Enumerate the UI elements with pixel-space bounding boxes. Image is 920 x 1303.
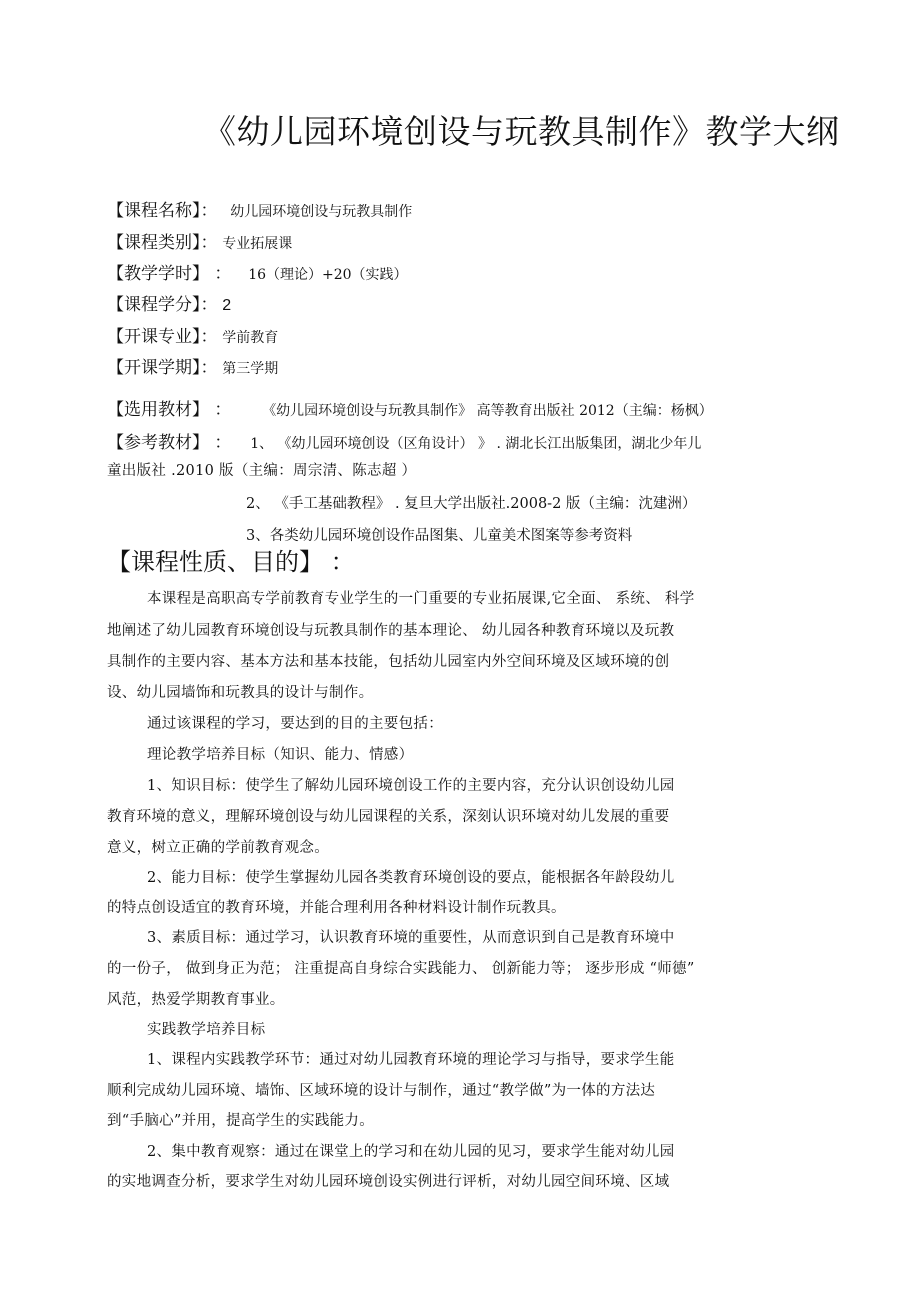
paragraph-line: 通过该课程的学习，要达到的目的主要包括： xyxy=(147,716,443,732)
paragraph-line: 本课程是高职高专学前教育专业学生的一门重要的专业拓展课,它全面、 系统、 科学 xyxy=(147,591,695,607)
field-major xyxy=(107,322,278,347)
paragraph-line: 地阐述了幼儿园教育环境创设与玩教具制作的基本理论、 幼儿园各种教育环境以及玩教 xyxy=(107,623,675,639)
field-credits xyxy=(107,290,231,315)
reference-continuation: 童出版社 .2010 版（主编：周宗清、陈志超 ） xyxy=(107,463,417,479)
paragraph-line: 的实地调查分析，要求学生对幼儿园环境创设实例进行评析，对幼儿园空间环境、区域 xyxy=(107,1174,670,1190)
field-label: 【教学学时】 ： xyxy=(107,264,232,284)
field-semester xyxy=(107,353,278,378)
field-label: 【课程类别】： xyxy=(107,233,218,253)
field-teaching-hours xyxy=(107,259,408,284)
field-value: 专业拓展课 xyxy=(222,236,293,252)
field-course-type xyxy=(107,228,292,253)
paragraph-line: 设、幼儿园墙饰和玩教具的设计与制作。 xyxy=(107,685,374,701)
document-title: 《幼儿园环境创设与玩教具制作》教学大纲 xyxy=(203,112,840,151)
paragraph-line: 2、能力目标：使学生掌握幼儿园各类教育环境创设的要点，能根据各年龄段幼儿 xyxy=(147,870,675,886)
paragraph-line: 2、集中教育观察：通过在课堂上的学习和在幼儿园的见习，要求学生能对幼儿园 xyxy=(147,1144,675,1160)
field-label: 【选用教材】 ： xyxy=(107,400,232,420)
paragraph-line: 具制作的主要内容、基本方法和基本技能，包括幼儿园室内外空间环境及区域环境的创 xyxy=(107,654,670,670)
field-reference xyxy=(107,428,701,453)
reference-item-2: 2、 《手工基础教程》 . 复旦大学出版社.2008-2 版（主编：沈建洲） xyxy=(246,496,697,512)
field-value: 第三学期 xyxy=(222,361,279,377)
paragraph-line: 到“手脑心”并用，提高学生的实践能力。 xyxy=(107,1113,375,1129)
field-value: 学前教育 xyxy=(222,330,279,346)
reference-item-3: 3、各类幼儿园环境创设作品图集、儿童美术图案等参考资料 xyxy=(246,528,633,544)
paragraph-line: 实践教学培养目标 xyxy=(147,1022,266,1038)
field-label: 【参考教材】 ： xyxy=(107,433,232,453)
paragraph-line: 的特点创设适宜的教育环境，并能合理利用各种材料设计制作玩教具。 xyxy=(107,900,566,916)
field-textbook xyxy=(107,395,713,420)
paragraph-line: 意义，树立正确的学前教育观念。 xyxy=(107,840,329,856)
field-label: 【开课学期】： xyxy=(107,358,218,378)
section-heading: 【课程性质、目的】 ： xyxy=(107,548,355,576)
field-value: 16（理论）+20（实践） xyxy=(248,267,408,283)
field-value: 1、 《幼儿园环境创设（区角设计） 》 . 湖北长江出版集团，湖北少年儿 xyxy=(250,436,702,452)
paragraph-line: 顺利完成幼儿园环境、墙饰、区域环境的设计与制作，通过“教学做”为一体的方法达 xyxy=(107,1083,656,1099)
field-label: 【课程学分】： xyxy=(107,295,218,315)
paragraph-line: 教育环境的意义，理解环境创设与幼儿园课程的关系，深刻认识环境对幼儿发展的重要 xyxy=(107,809,670,825)
paragraph-line: 1、课程内实践教学环节：通过对幼儿园教育环境的理论学习与指导，要求学生能 xyxy=(147,1052,675,1068)
paragraph-line: 1、知识目标：使学生了解幼儿园环境创设工作的主要内容，充分认识创设幼儿园 xyxy=(147,778,675,794)
field-label: 【课程名称】： xyxy=(107,201,218,221)
paragraph-line: 3、素质目标：通过学习，认识教育环境的重要性，从而意识到自己是教育环境中 xyxy=(147,930,675,946)
field-course-name xyxy=(107,196,412,221)
paragraph-line: 的一份子， 做到身正为范； 注重提高自身综合实践能力、 创新能力等； 逐步形成 “师德” xyxy=(107,961,695,977)
paragraph-line: 理论教学培养目标（知识、能力、情感） xyxy=(147,747,414,763)
field-value: 《幼儿园环境创设与玩教具制作》 高等教育出版社 2012（主编：杨枫） xyxy=(262,403,713,419)
field-value: 幼儿园环境创设与玩教具制作 xyxy=(230,204,413,220)
field-label: 【开课专业】： xyxy=(107,327,218,347)
paragraph-line: 风范，热爱学期教育事业。 xyxy=(107,992,285,1008)
field-value: 2 xyxy=(222,297,232,314)
